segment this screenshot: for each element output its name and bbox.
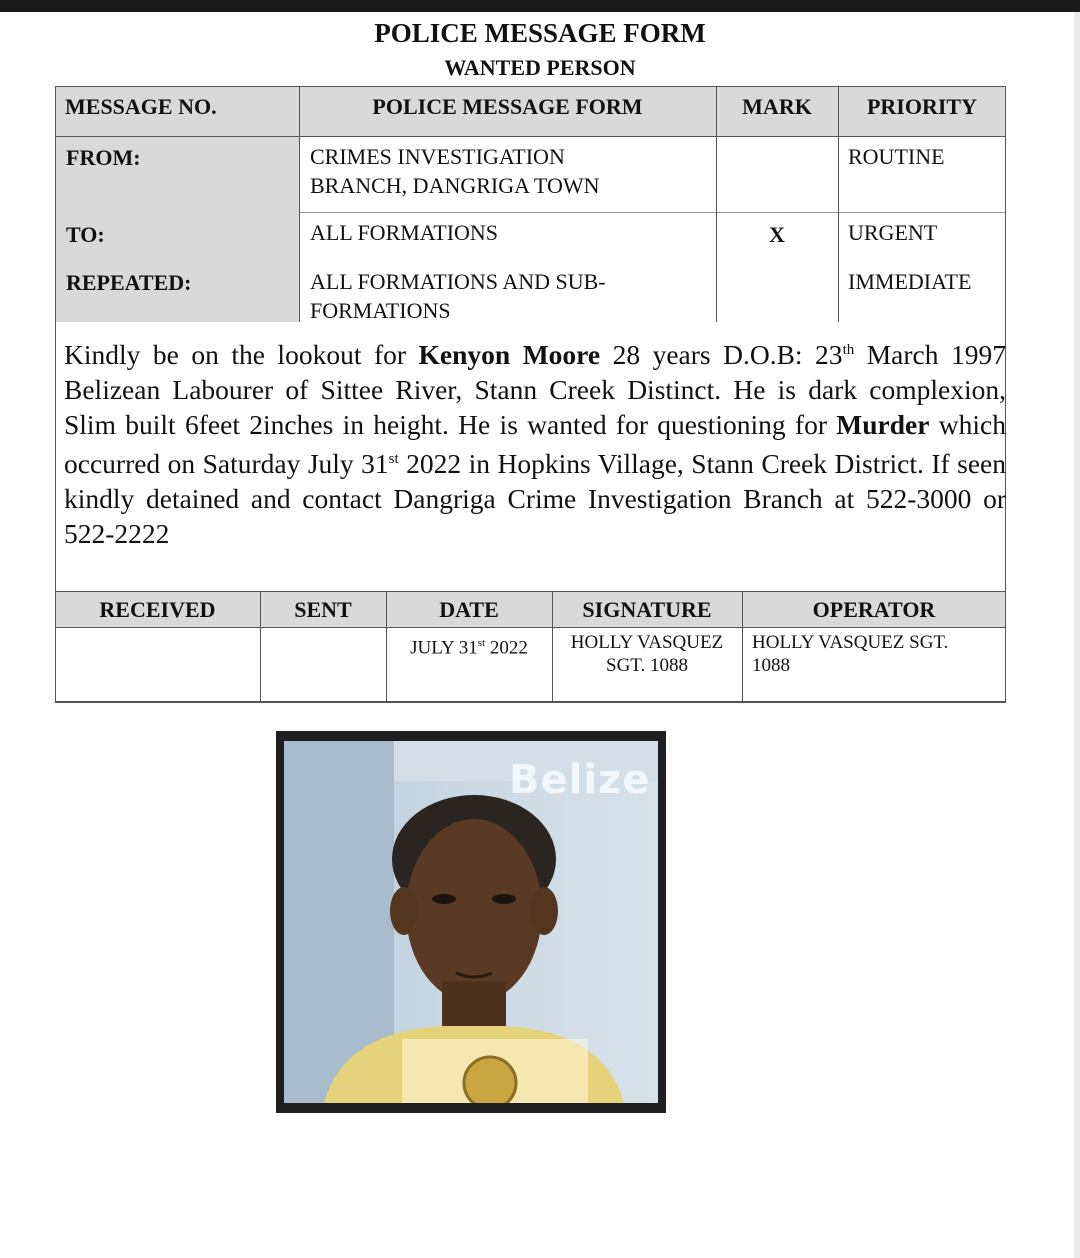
top-bar xyxy=(0,0,1080,12)
form-name-label: POLICE MESSAGE FORM xyxy=(372,94,643,119)
message-no-label: MESSAGE NO. xyxy=(65,94,217,119)
operator-header: OPERATOR xyxy=(812,597,936,622)
operator-value: HOLLY VASQUEZ SGT. 1088 xyxy=(752,632,949,676)
signature-value: HOLLY VASQUEZ SGT. 1088 xyxy=(570,632,724,676)
footer-top-border xyxy=(55,591,1006,592)
priority-routine: ROUTINE xyxy=(848,144,945,169)
suspect-photo xyxy=(276,731,666,1113)
suspect-name: Kenyon Moore xyxy=(418,339,601,371)
footer-col-1 xyxy=(55,591,56,702)
table-top-border xyxy=(55,86,1006,87)
date-value: JULY 31st 2022 xyxy=(410,637,528,659)
form-name-header xyxy=(299,86,716,136)
priority-urgent: URGENT xyxy=(848,220,938,245)
footer-bottom-border xyxy=(55,701,1006,703)
repeated-label: REPEATED: xyxy=(66,270,192,295)
mark-label: MARK xyxy=(742,94,812,119)
mark-x: X xyxy=(769,222,785,247)
signature-header: SIGNATURE xyxy=(582,597,712,622)
message-body: Kindly be on the lookout for Kenyon Moore 28 years D.O.B: 23th March 1997 Belizean Labourer of Sittee River, Stann Creek Distinct. He is dark complexion, Slim built 6feet 2inches in height. He is wanted for questioning for Murder which occurred on Saturday July 31st 2022 in Hopkins Village, Stann Creek District. If seen kindly detained and contact Dangriga Crime Investigation Branch at 522-3000 or 522-2222 xyxy=(64,339,1006,550)
footer-header-bottom xyxy=(55,627,1006,628)
from-row-border xyxy=(299,212,1006,213)
footer-col-6 xyxy=(1005,591,1006,702)
col-border-4 xyxy=(1005,86,1006,322)
footer-col-5 xyxy=(742,591,743,702)
photo-watermark: Belize xyxy=(509,757,651,803)
date-header: DATE xyxy=(439,597,499,622)
form-subtitle: WANTED PERSON xyxy=(444,55,636,80)
priority-immediate: IMMEDIATE xyxy=(848,269,972,294)
repeated-line-2: FORMATIONS xyxy=(310,298,451,323)
from-line-2: BRANCH, DANGRIGA TOWN xyxy=(310,173,600,198)
sent-header: SENT xyxy=(294,597,352,622)
priority-label: PRIORITY xyxy=(866,94,977,119)
from-label: FROM: xyxy=(66,145,141,170)
col-border-1 xyxy=(299,86,300,322)
to-label: TO: xyxy=(66,222,105,247)
footer-col-2 xyxy=(260,591,261,702)
col-border-3 xyxy=(838,86,839,322)
message-no-header xyxy=(55,86,299,136)
header-bottom-border xyxy=(55,136,1006,137)
footer-col-4 xyxy=(552,591,553,702)
mark-header xyxy=(716,86,838,136)
received-header: RECEIVED xyxy=(99,597,216,622)
page-edge xyxy=(1074,12,1080,1258)
priority-header xyxy=(838,86,1006,136)
form-title: POLICE MESSAGE FORM xyxy=(374,18,706,48)
to-value: ALL FORMATIONS xyxy=(310,220,499,245)
left-border xyxy=(55,86,56,591)
from-line-1: CRIMES INVESTIGATION xyxy=(310,144,565,169)
repeated-line-1: ALL FORMATIONS AND SUB- xyxy=(310,269,606,294)
crime-type: Murder xyxy=(836,409,930,441)
col-border-2 xyxy=(716,86,717,322)
footer-col-3 xyxy=(386,591,387,702)
